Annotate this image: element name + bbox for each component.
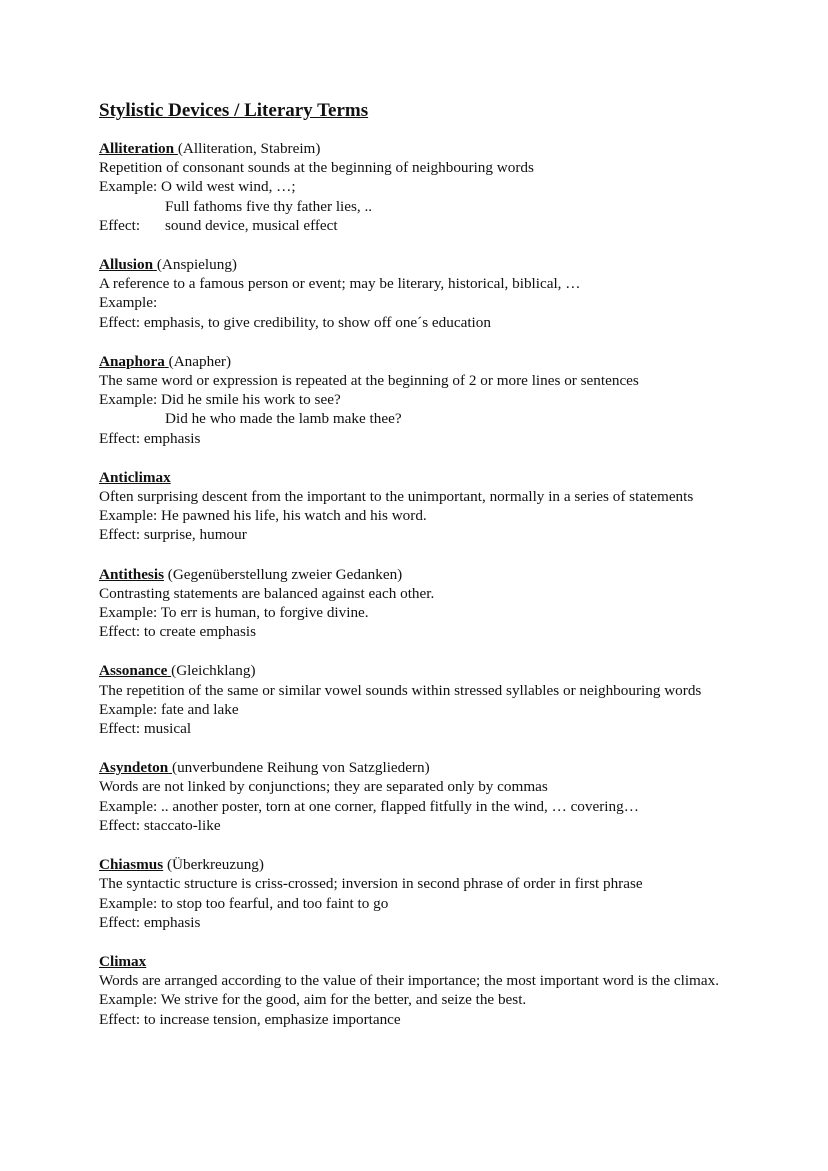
term-effect: Effect: sound device, musical effect	[99, 216, 338, 234]
term-example-line2: Full fathoms five thy father lies, ..	[165, 197, 373, 215]
term-definition: Words are not linked by conjunctions; they are separated only by commas	[99, 778, 548, 796]
term-name: Anticlimax	[99, 468, 171, 486]
term-example: Example: To err is human, to forgive divine.	[99, 604, 369, 622]
term-gloss: (Anspielung)	[156, 256, 237, 274]
term-definition: The repetition of the same or similar vowel sounds within stressed syllables or neighbouring words	[99, 681, 702, 699]
entry-heading	[99, 255, 759, 274]
term-example: Example: .. another poster, torn at one corner, flapped fitfully in the wind, … covering…	[99, 797, 639, 815]
term-example-line2: Did he who made the lamb make thee?	[165, 410, 402, 428]
term-name: Antithesis	[99, 565, 164, 583]
entry-chiasmus	[99, 855, 759, 932]
term-example: Example: Did he smile his work to see?	[99, 391, 341, 409]
entry-heading	[99, 139, 759, 158]
term-definition: Contrasting statements are balanced against each other.	[99, 584, 435, 602]
term-name: Climax	[99, 952, 147, 970]
term-definition: Repetition of consonant sounds at the beginning of neighbouring words	[99, 159, 534, 177]
term-definition: The syntactic structure is criss-crossed; inversion in second phrase of order in first phrase	[99, 875, 643, 893]
entry-alliteration	[99, 139, 759, 235]
term-effect: Effect: to increase tension, emphasize importance	[99, 1010, 401, 1028]
entry-antithesis	[99, 565, 759, 642]
term-name: Alliteration	[99, 140, 175, 157]
term-gloss: (Anapher)	[168, 352, 232, 370]
entry-heading	[99, 855, 759, 874]
entry-assonance	[99, 661, 759, 738]
entry-climax	[99, 952, 759, 1029]
term-gloss: (Alliteration, Stabreim)	[177, 140, 321, 157]
term-definition: Often surprising descent from the important to the unimportant, normally in a series of statements	[99, 488, 694, 506]
term-effect: Effect: emphasis	[99, 913, 201, 931]
term-effect: Effect: staccato-like	[99, 816, 221, 834]
term-effect: Effect: to create emphasis	[99, 623, 257, 641]
term-name: Asyndeton	[99, 759, 169, 777]
entry-heading	[99, 952, 759, 971]
term-example: Example: to stop too fearful, and too faint to go	[99, 894, 389, 912]
entry-allusion	[99, 255, 759, 332]
term-example: Example: fate and lake	[99, 700, 239, 718]
term-name: Chiasmus	[99, 856, 164, 874]
document-page	[99, 100, 759, 1049]
entry-heading	[99, 352, 759, 371]
term-effect: Effect: surprise, humour	[99, 526, 247, 544]
term-gloss: (Überkreuzung)	[166, 856, 264, 874]
entry-heading	[99, 468, 759, 487]
entry-heading	[99, 565, 759, 584]
term-effect: Effect: musical	[99, 720, 192, 738]
term-example: Example:	[99, 294, 158, 312]
entry-asyndeton	[99, 758, 759, 835]
term-effect: Effect: emphasis	[99, 429, 201, 447]
term-gloss: (Gegenüberstellung zweier Gedanken)	[167, 565, 403, 583]
entry-heading	[99, 661, 759, 680]
term-name: Anaphora	[99, 352, 165, 370]
term-gloss: (Gleichklang)	[171, 662, 256, 680]
term-definition: A reference to a famous person or event; may be literary, historical, biblical, …	[99, 275, 581, 293]
term-gloss: (unverbundene Reihung von Satzgliedern)	[172, 759, 430, 777]
entry-heading	[99, 758, 759, 777]
term-name: Allusion	[99, 256, 154, 274]
entry-anticlimax	[99, 468, 759, 545]
entry-anaphora	[99, 352, 759, 448]
term-example: Example: We strive for the good, aim for the better, and seize the best.	[99, 991, 527, 1009]
term-example: Example: O wild west wind, …;	[99, 178, 296, 196]
term-example: Example: He pawned his life, his watch and his word.	[99, 507, 427, 525]
term-name: Assonance	[99, 662, 168, 680]
term-definition: Words are arranged according to the value of their importance; the most important word is the climax.	[99, 972, 719, 990]
document-title: Stylistic Devices / Literary Terms	[99, 100, 369, 121]
term-definition: The same word or expression is repeated at the beginning of 2 or more lines or sentences	[99, 372, 639, 390]
term-effect: Effect: emphasis, to give credibility, to show off one´s education	[99, 313, 491, 331]
